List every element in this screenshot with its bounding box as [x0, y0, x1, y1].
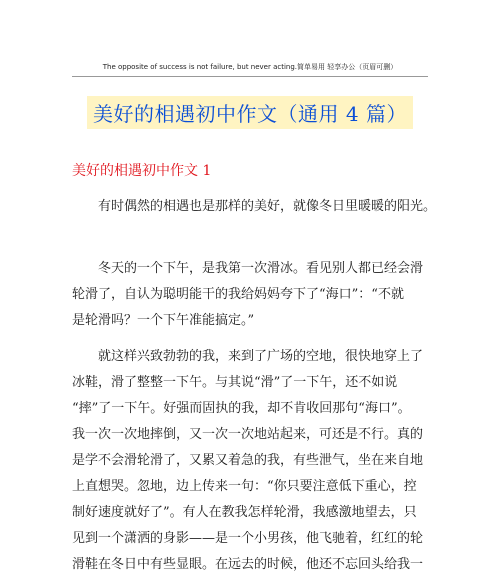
paragraph-line: “摔”了一下午。好强而固执的我，却不肯收回那句“海口”。 [72, 401, 411, 416]
header-divider [72, 76, 428, 77]
paragraph-line: 见到一个潇洒的身影——是一个小男孩，他飞驰着，红红的轮 [72, 531, 424, 546]
paragraph-1 [72, 194, 437, 220]
paragraph-line: 制好速度就好了”。有人在教我怎样轮滑，我感激地望去，只 [72, 505, 417, 520]
document-title: 美好的相遇初中作文（通用 4 篇） [87, 96, 413, 129]
paragraph-line: 有时偶然的相遇也是那样的美好，就像冬日里暖暖的阳光。 [98, 199, 437, 214]
paragraph-line: 上直想哭。忽地，边上传来一句：“你只要注意低下重心，控 [72, 479, 417, 494]
paragraph-2 [72, 256, 428, 334]
paragraph-line: 滑鞋在冬日中有些显眼。在远去的时候，他还不忘回头给我一 [72, 557, 424, 572]
title-container [0, 96, 500, 129]
running-header: The opposite of success is not failure, but never acting.简单易用 轻享办公（页眉可删） [102, 63, 398, 71]
paragraph-line: 就这样兴致勃勃的我，来到了广场的空地，很快地穿上了 [98, 349, 424, 364]
paragraph-line: 是学不会滑轮滑了，又累又着急的我，有些泄气，坐在来自地 [72, 453, 424, 468]
section-heading: 美好的相遇初中作文 1 [72, 163, 212, 179]
paragraph-line: 冬天的一个下午，是我第一次滑冰。看见别人都已经会滑 [98, 261, 424, 276]
paragraph-3 [72, 344, 428, 578]
paragraph-line: 是轮滑吗？一个下午准能搞定。” [72, 313, 255, 328]
paragraph-line: 轮滑了，自认为聪明能干的我给妈妈夸下了“海口”：“不就 [72, 287, 404, 302]
paragraph-line: 冰鞋，滑了整整一下午。与其说“滑”了一下午，还不如说 [72, 375, 398, 390]
paragraph-line: 我一次一次地摔倒，又一次一次地站起来，可还是不行。真的 [72, 427, 424, 442]
